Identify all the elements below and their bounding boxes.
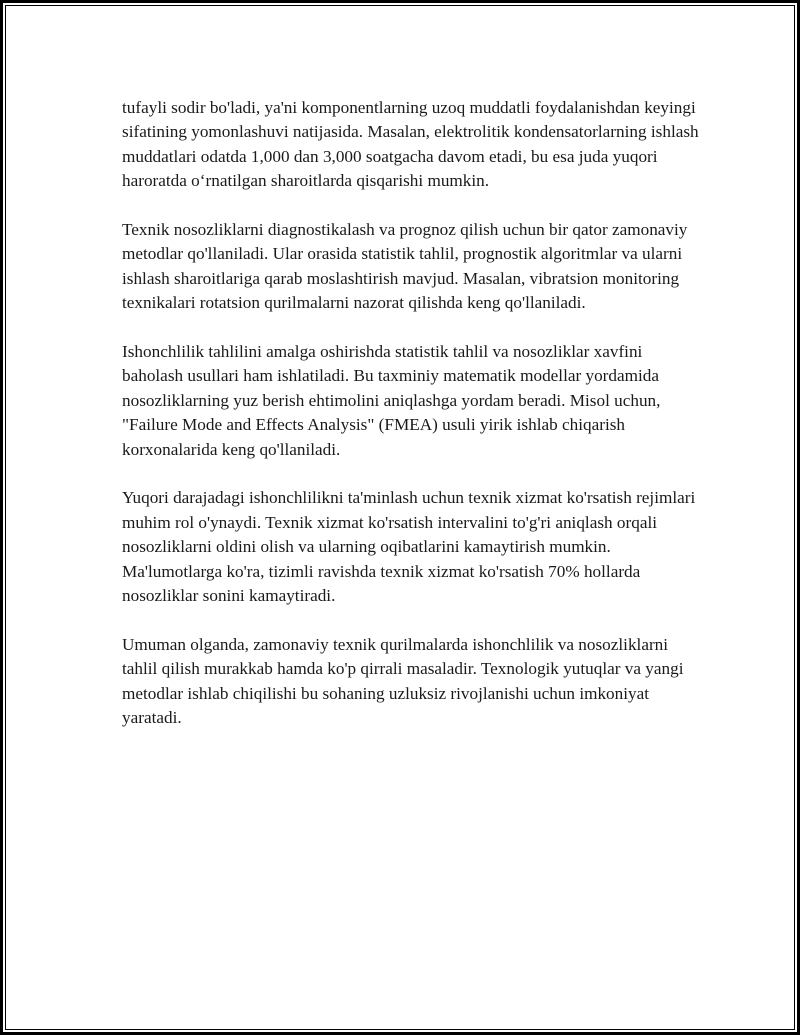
- paragraph-1: tufayli sodir bo'ladi, ya'ni komponentlarning uzoq muddatli foydalanishdan keyingi sifatining yomonlashuvi natijasida. Masalan, elektrolitik kondensatorlarning ishlash muddatlari odatda 1,000 dan 3,000 soatgacha davom etadi, bu esa juda yuqori haroratda o‘rnatilgan sharoitlarda qisqarishi mumkin.: [122, 98, 699, 191]
- paragraph-2: Texnik nosozliklarni diagnostikalash va prognoz qilish uchun bir qator zamonaviy metodlar qo'llaniladi. Ular orasida statistik tahlil, prognostik algoritmlar va ularni ishlash sharoitlariga qarab moslashtirish mavjud. Masalan, vibratsion monitoring texnikalari rotatsion qurilmalarni nazorat qilishda keng qo'llaniladi.: [122, 220, 688, 313]
- document-body: [122, 96, 702, 755]
- paragraph-5: Umuman olganda, zamonaviy texnik qurilmalarda ishonchlilik va nosozliklarni tahlil qilish murakkab hamda ko'p qirrali masaladir. Texnologik yutuqlar va yangi metodlar ishlab chiqilishi bu sohaning uzluksiz rivojlanishi uchun imkoniyat yaratadi.: [122, 634, 684, 728]
- paragraph-4: Yuqori darajadagi ishonchlilikni ta'minlash uchun texnik xizmat ko'rsatish rejimlari muhim rol o'ynaydi. Texnik xizmat ko'rsatish intervalini to'g'ri aniqlash orqali nosozliklarni oldini olish va ularning oqibatlarini kamaytirish mumkin. Ma'lumotlarga ko'ra, tizimli ravishda texnik xizmat ko'rsatish 70% hollarda nosozliklar sonini kamaytiradi.: [122, 488, 696, 606]
- paragraph-3: Ishonchlilik tahlilini amalga oshirishda statistik tahlil va nosozliklar xavfini baholash usullari ham ishlatiladi. Bu taxminiy matematik modellar yordamida nosozliklarning yuz berish ehtimolini aniqlashga yordam beradi. Misol uchun, "Failure Mode and Effects Analysis" (FMEA) usuli yirik ishlab chiqarish korxonalarida keng qo'llaniladi.: [122, 342, 661, 459]
